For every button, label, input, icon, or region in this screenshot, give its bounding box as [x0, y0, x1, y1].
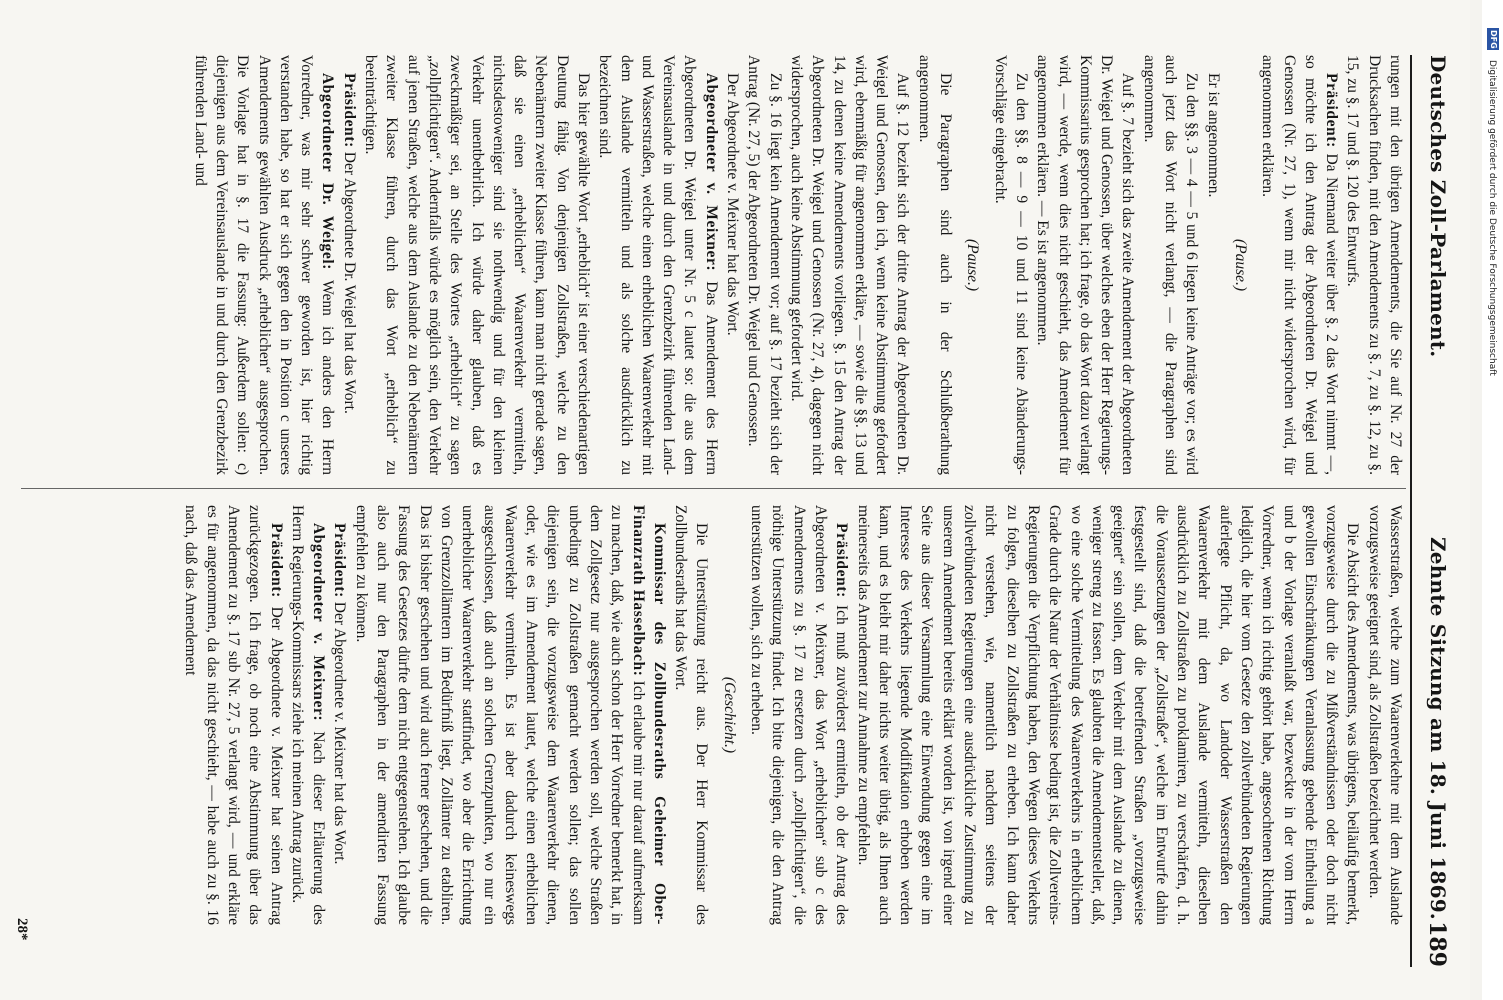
- text-paragraph: Der Abgeordnete v. Meixner hat das Wort.: [724, 73, 742, 336]
- text-paragraph: Das hier gewählte Wort „erheblich“ ist einer verschiedenartigen Deutung fähig. Von denjenigen Zollstraßen, welche zu den Nebenämtern zweiter Klasse führen, kann man nicht gerade sagen, daß sie einen „erheblichen“ Waarenverkehr vermitteln, nichtsdestoweniger sind sie nothwendig und für den kleinen Verkehr unentbehrlich. Ich würde daher glauben, daß es zweckmäßiger sei, an Stelle des Wortes „erheblich“ zu sagen „zollpflichtigen“. Andernfalls würde es möglich sein, den Verkehr auf jenen Straßen, welche aus dem Auslande zu den Nebenämtern zweiter Klasse führen, durch das Wort „erheblich“ zu beeinträchtigen.: [362, 55, 593, 475]
- header-rule: [1410, 55, 1412, 967]
- speech-paragraph: [338, 55, 359, 475]
- text-paragraph: Er ist angenommen.: [1204, 73, 1222, 198]
- speaker-name: Präsident:: [833, 523, 851, 598]
- text-paragraph: Zu den §§. 3 — 4 — 5 und 6 liegen keine Anträge vor; es wird auch jetzt das Wort nicht verlangt, — die Paragraphen sind angenommen.: [1140, 55, 1201, 475]
- speech-paragraph: [1257, 55, 1342, 475]
- speaker-name: Präsident:: [331, 523, 349, 598]
- speech-paragraph: [287, 505, 330, 925]
- text-paragraph: Auf §. 12 bezieht sich der dritte Antrag der Abgeordneten Dr. Weigel und Genossen, den ich, wenn keine Abstimmung gefordert wird, ebenmäßig für angenommen erkläre, — sowie die §§. 13 und 14, zu denen keine Amendements vorliegen. §. 15 den Antrag der Abgeordneten Dr. Weigel und Genossen (Nr. 27, 4), dagegen nicht widersprochen, auch keine Abstimmung gefordert wird.: [787, 55, 912, 475]
- speech-paragraph: [180, 505, 286, 925]
- text-paragraph: Die Absicht des Amendements, was übrigens, beiläufig bemerkt, vorzugsweise durch die zu Mißverständnissen oder doch nicht gewollten Einschränkungen Veranlassung gebende Eintheilung a und b der Vorlage veranlaßt war, bezweckte in der vom Herrn Vorredner, wenn ich richtig gehört habe, angesochtenen Richtung lediglich, die hier vom Gesetze den zollverbündeten Regierungen auferlegte Pflicht, da, wo Landoder Wasserstraßen den Waarenverkehr mit dem Auslande vermitteln, dieselben ausdrücklich zu Zollstraßen zu proklamiren, zu verschärfen, d. h. die Voraussetzungen der „Zollstraße“, welche im Entwurfe dahin festgestellt sind, daß die betreffenden Straßen „vorzugsweise geeignet“ sein sollen, dem Verkehr mit dem Auslande zu dienen, weniger streng zu fassen. Es glaubten die Amendementsteller, daß, wo eine solche Vermittelung des Waarenverkehrs in erheblichem Grade durch die Natur der Verhältnisse bedingt ist, die Zollvereins-Regierungen die Verpflichtung haben, den Wegen dieses Verkehrs zu folgen, dieselben zu Zollstraßen zu erheben. Ich kann daher nicht verstehen, wie, namentlich nachdem seitens der zollverbündeten Regierungen eine ausdrückliche Zustimmung zu unserem Amendement bereits erklärt worden ist, von irgend einer Seite aus dieser Versammlung eine Einwendung gegen eine im Interesse des Verkehrs liegende Modifikation erhoben werden kann, und es bleibt mir daher nichts weiter übrig, als Ihnen auch meinerseits das Amendement zur Annahme zu empfehlen.: [854, 505, 1362, 925]
- stage-direction: (Pause.): [964, 238, 982, 292]
- speech-text: Ich muß zuvörderst ermitteln, ob der Antrag des Abgeordneten v. Meixner, das Wort „erheblichen“ sub c des Amendements zu §. 17 zu ersetzen durch „zollpflichtigen“, die nöthige Unterstützung findet. Ich bitte diejenigen, die den Antrag unterstützen wollen, sich zu erheben.: [748, 505, 851, 925]
- speech-text: Nach dieser Erläuterung des Herrn Regierungs-Kommissars ziehe ich meinen Antrag zurück.: [288, 505, 328, 925]
- left-text-column: [21, 55, 1406, 475]
- speech-text: Der Abgeordnete v. Meixner hat seinen Antrag zurückgezogen. Ich frage, ob noch eine Abstimmung über das Amendement zu §. 17 sub Nr. 27, 5 verlangt wird, — und erkläre es für angenommen, da das nicht geschieht, — habe auch zu §. 16 nach, daß das Amendement: [182, 505, 285, 925]
- speech-text: Der Abgeordnete v. Meixner hat das Wort.: [331, 601, 349, 865]
- speech-text: Wenn ich anders den Herrn Vorredner, was mir sehr schwer geworden ist, hier richtig verstanden habe, so hat er sich gegen den in Position c unseres Amendements gewählten Ausdruck „erheblichen“ ausgesprochen. Die Vorlage hat in §. 17 die Fassung: Außerdem sollen: c) diejenigen aus dem Vereinsauslande in und durch den Grenzbezirk führenden Land- und: [191, 55, 337, 475]
- speaker-name: Abgeordneter v. Meixner:: [310, 523, 328, 722]
- speech-paragraph: [594, 55, 722, 475]
- stage-direction: (Pause.): [1231, 238, 1249, 292]
- speaker-name: Präsident:: [1323, 73, 1341, 148]
- funding-watermark-text: Digitalisierung gefördert durch die Deutsche Forschungsgemeinschaft: [1487, 60, 1497, 376]
- column-divider: [21, 488, 1406, 489]
- page-header: [1416, 55, 1460, 967]
- sheet-signature: 28*: [14, 918, 30, 941]
- speech-text: Da Niemand weiter über §. 2 das Wort nimmt —, so möchte ich den Antrag der Abgeordneten Dr. Weigel und Genossen (Nr. 27, 1), wenn mir nicht widersprochen wird, für angenommen erklären.: [1259, 55, 1341, 475]
- text-paragraph: Die Paragraphen sind auch in der Schlußberathung angenommen.: [915, 55, 955, 475]
- speaker-name: Kommissar des Zollbundesraths Geheimer Ober-Finanzrath Hasselbach:: [629, 505, 668, 925]
- speech-paragraph: [189, 55, 338, 475]
- text-paragraph: Zu §. 16 liegt kein Amendement vor; auf §. 17 bezieht sich der Antrag (Nr. 27, 5) der Abgeordneten Dr. Weigel und Genossen.: [745, 55, 784, 475]
- speech-paragraph: [329, 505, 350, 925]
- publication-title: Deutsches Zoll-Parlament.: [1426, 55, 1450, 358]
- session-title: Zehnte Sitzung am 18. Juni 1869.: [1426, 537, 1450, 920]
- speaker-name: Präsident:: [340, 73, 358, 148]
- speaker-name: Präsident:: [267, 523, 285, 598]
- speaker-name: Abgeordneter v. Meixner:: [702, 73, 720, 272]
- speech-text: Das Amendement des Herrn Abgeordneten Dr. Weigel unter Nr. 5 c lautet so: die aus dem Vereinsauslande in und durch den Grenzbezirk führenden Land- und Wasserstraßen, welche einen erheblichen Waarenverkehr mit dem Auslande vermitteln und als solche ausdrücklich zu bezeichnen sind.: [596, 55, 720, 475]
- stage-direction: (Geschieht.): [720, 676, 738, 754]
- text-paragraph: Wasserstraßen, welche zum Waarenverkehre mit dem Auslande vorzugsweise geeignet sind, als Zollstraßen bezeichnet werden.: [1365, 505, 1404, 925]
- speech-text: Der Abgeordnete Dr. Weigel hat das Wort.: [340, 151, 358, 414]
- text-paragraph: rungen mit den übrigen Amendements, die Sie auf Nr. 27 der Drucksachen finden, mit den Amendements zu §. 7, zu §. 12, zu §. 15, zu §. 17 und §. 120 des Entwurfs.: [1344, 55, 1404, 475]
- right-text-column: [21, 505, 1406, 925]
- text-paragraph: Die Unterstützung reicht aus. Der Herr Kommissar des Zollbundesraths hat das Wort.: [672, 505, 711, 925]
- text-paragraph: Auf §. 7 bezieht sich das zweite Amendement der Abgeordneten Dr. Weigel und Genossen, über welches eben der Herr Regierungs-Kommissarius gesprochen hat; ich frage, ob das Wort dazu verlangt wird, — werde, wenn dies nicht geschieht, das Amendement für angenommen erklären. — Es ist angenommen.: [1034, 55, 1137, 475]
- page-number: 189: [1424, 921, 1450, 967]
- speech-text: Ich erlaube mir nur darauf aufmerksam zu machen, daß, wie auch schon der Herr Vorredner bemerkt hat, in dem Zollgesetz nur ausgesprochen werden soll, welche Straßen unbedingt zu Zollstraßen gemacht werden sollen; das sollen diejenigen sein, die vorzugsweise dem Waarenverkehr dienen, oder, wie es im Amendement lautet, welche einen erheblichen Waarenverkehr vermitteln. Es ist aber dadurch keineswegs ausgeschlossen, daß auch an solchen Grenzpunkten, wo nur ein unerheblicher Waarenverkehr stattfindet, wo aber die Errichtung von Grenzzollämtern im Bedürfniß liegt, Zollämter zu etabliren. Das ist bisher geschehen und wird auch ferner geschehen, und die Fassung des Gesetzes dürfte dem nicht entgegenstehen. Ich glaube also auch nur den Paragraphen in der amendirten Fassung empfehlen zu können.: [352, 505, 647, 925]
- speaker-name: Abgeordneter Dr. Weigel:: [319, 73, 337, 271]
- text-paragraph: Zu den §§. 8 — 9 — 10 und 11 sind keine Abänderungs-Vorschläge eingebracht.: [991, 55, 1030, 475]
- dfg-logo: DFG: [1489, 29, 1498, 49]
- speech-paragraph: [746, 505, 852, 925]
- speech-paragraph: [350, 505, 669, 925]
